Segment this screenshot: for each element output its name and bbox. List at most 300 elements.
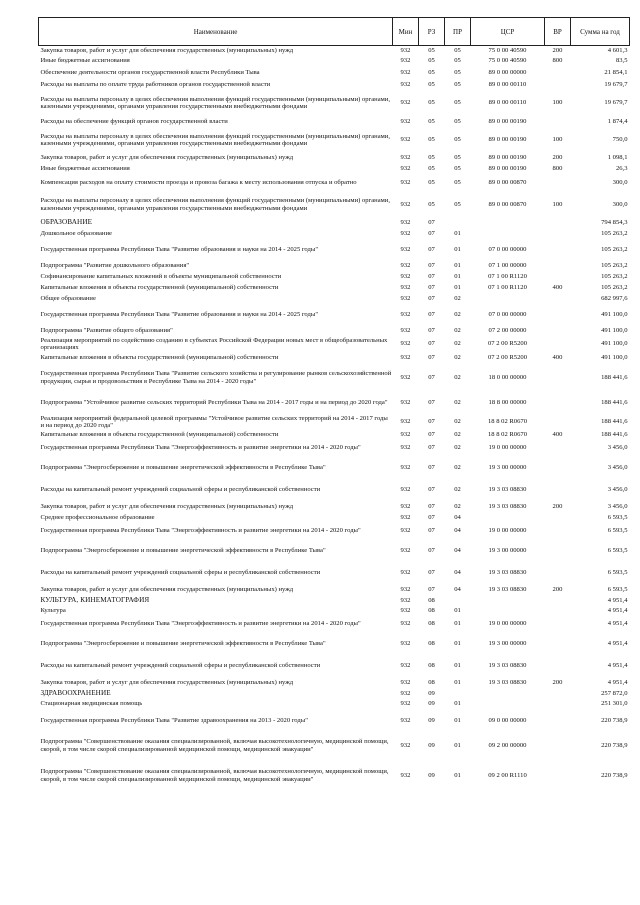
row-csr: 09 0 00 00000: [488, 716, 527, 724]
row-min: 932: [400, 246, 411, 254]
table-row: [39, 633, 630, 655]
row-rz: 05: [428, 179, 435, 187]
row-min: 932: [400, 771, 411, 779]
row-pr: 04: [454, 527, 461, 535]
row-vr: [545, 326, 571, 336]
row-name: Стационарная медицинская помощь: [40, 700, 143, 708]
row-name: Компенсация расходов на оплату стоимости проезда и провоза багажа к месту использования отпуска и обратно: [40, 179, 357, 187]
row-vr: 200: [552, 46, 563, 54]
table-row: [39, 732, 630, 760]
row-pr: 01: [454, 741, 461, 749]
row-pr: 01: [454, 661, 461, 669]
row-rz: 07: [428, 513, 435, 521]
table-row: [39, 305, 630, 326]
row-rz: 08: [428, 639, 435, 647]
row-vr: [545, 261, 571, 271]
row-name: Закупка товаров, работ и услуг для обеспечения государственных (муниципальных) нужд: [40, 585, 294, 593]
row-min: 932: [400, 56, 411, 64]
table-row: [39, 501, 630, 513]
row-name: Подпрограмма "Развитие общего образования": [40, 326, 173, 334]
row-sum: 300,0: [612, 179, 628, 187]
row-min: 932: [400, 678, 411, 686]
row-rz: 07: [428, 568, 435, 576]
row-pr: 05: [454, 200, 461, 208]
row-name: Расходы на выплаты персоналу в целях обеспечения выполнения функций государственными (муниципальными) органами, казенными учреждениями, органами управления государственными внебюджетными фондами: [40, 95, 390, 110]
row-name: Подпрограмма "Энергосбережение и повышение энергетической эффективности в Республике Тыва": [40, 463, 326, 471]
row-name: Закупка товаров, работ и услуг для обеспечения государственных (муниципальных) нужд: [40, 154, 294, 162]
row-sum: 257 872,0: [601, 689, 628, 697]
row-name: Софинансирование капитальных вложений в объекты муниципальной собственности: [40, 272, 282, 280]
row-min: 932: [400, 311, 411, 319]
row-pr: 02: [454, 398, 461, 406]
row-vr: [545, 710, 571, 732]
row-csr: 07 1 00 00000: [488, 261, 527, 269]
row-vr: 200: [552, 678, 563, 686]
row-sum: 491 100,0: [601, 311, 628, 319]
row-min: 932: [400, 373, 411, 381]
row-pr: 02: [454, 326, 461, 334]
row-vr: [545, 540, 571, 562]
row-csr: 19 0 00 00000: [488, 620, 527, 628]
row-csr: 89 0 00 00190: [488, 136, 527, 144]
row-rz: 07: [428, 485, 435, 493]
row-csr: 19 3 03 08830: [488, 568, 527, 576]
table-row: [39, 294, 630, 305]
row-sum: 750,0: [612, 136, 628, 144]
row-min: 932: [400, 99, 411, 107]
row-rz: 09: [428, 700, 435, 708]
budget-table: [38, 17, 630, 792]
row-min: 932: [400, 200, 411, 208]
table-row: [39, 55, 630, 67]
row-sum: 491 100,0: [601, 354, 628, 362]
row-vr: [545, 364, 571, 392]
row-rz: 07: [428, 463, 435, 471]
row-sum: 4 951,4: [607, 620, 628, 628]
row-vr: 400: [552, 354, 563, 362]
row-vr: 100: [552, 99, 563, 107]
row-pr: 01: [454, 261, 461, 269]
row-sum: 6 593,5: [607, 527, 628, 535]
row-vr: [545, 392, 571, 414]
row-vr: [545, 305, 571, 326]
row-pr: 01: [454, 606, 461, 614]
table-row: [39, 228, 630, 240]
row-sum: 105 263,2: [601, 229, 628, 237]
row-csr: 75 0 00 40590: [488, 56, 527, 64]
row-sum: 4 601,3: [607, 46, 628, 54]
row-vr: 800: [552, 56, 563, 64]
row-name: Закупка товаров, работ и услуг для обеспечения государственных (муниципальных) нужд: [40, 678, 294, 686]
row-min: 932: [400, 661, 411, 669]
row-rz: 07: [428, 229, 435, 237]
row-name: Иные бюджетные ассигнования: [40, 56, 130, 64]
table-row: [39, 261, 630, 271]
row-csr: 19 0 00 00000: [488, 527, 527, 535]
row-min: 932: [400, 295, 411, 303]
table-row: [39, 479, 630, 501]
table-row: [39, 240, 630, 261]
row-min: 932: [400, 340, 411, 348]
row-min: 932: [400, 689, 411, 697]
row-name: Расходы на капитальный ремонт учреждений социальной сферы и республиканской собственности: [40, 485, 321, 493]
row-csr: [471, 689, 545, 699]
table-row: [39, 192, 630, 218]
row-name: Расходы на капитальный ремонт учреждений социальной сферы и республиканской собственности: [40, 661, 321, 669]
row-sum: 220 738,9: [601, 741, 628, 749]
row-rz: 09: [428, 716, 435, 724]
row-vr: [545, 271, 571, 283]
row-sum: 19 679,7: [604, 99, 628, 107]
row-pr: 02: [454, 373, 461, 381]
row-rz: 05: [428, 68, 435, 76]
row-min: 932: [400, 431, 411, 439]
row-sum: 19 679,7: [604, 80, 628, 88]
row-name: Государственная программа Республики Тыва "Энергоэффективность и развитие энергетики на 2014 - 2020 годы": [40, 527, 361, 535]
table-row: [39, 710, 630, 732]
row-vr: 400: [552, 431, 563, 439]
row-vr: 200: [552, 502, 563, 510]
row-name: Общее образование: [40, 295, 96, 303]
row-sum: 3 456,0: [607, 502, 628, 510]
row-name: ЗДРАВООХРАНЕНИЕ: [40, 688, 111, 697]
row-sum: 220 738,9: [601, 716, 628, 724]
row-sum: 4 951,4: [607, 606, 628, 614]
row-vr: [545, 596, 571, 606]
row-sum: 21 854,1: [604, 68, 628, 76]
row-pr: 02: [454, 444, 461, 452]
row-rz: 07: [428, 218, 435, 226]
row-pr: 02: [454, 502, 461, 510]
row-name: Реализация мероприятий по содействию созданию в субъектах Российской Федерации новых мест в общеобразовательных организациях: [40, 336, 388, 351]
table-row: [39, 153, 630, 164]
row-rz: 07: [428, 527, 435, 535]
row-min: 932: [400, 154, 411, 162]
row-rz: 08: [428, 678, 435, 686]
row-name: Расходы на выплаты по оплате труда работников органов государственной власти: [40, 80, 271, 88]
row-pr: 01: [454, 716, 461, 724]
row-name: Иные бюджетные ассигнования: [40, 165, 130, 173]
row-pr: 05: [454, 165, 461, 173]
row-min: 932: [400, 639, 411, 647]
row-min: 932: [400, 700, 411, 708]
row-csr: 89 0 00 00190: [488, 154, 527, 162]
row-vr: [545, 294, 571, 305]
row-sum: 491 100,0: [601, 326, 628, 334]
row-csr: 07 2 00 R5200: [487, 340, 527, 348]
row-name: Обеспечение деятельности органов государственной власти Республики Тыва: [40, 68, 260, 76]
row-pr: 05: [454, 117, 461, 125]
row-sum: 682 997,6: [601, 295, 628, 303]
row-csr: [471, 228, 545, 240]
row-rz: 07: [428, 295, 435, 303]
row-csr: 19 3 03 08830: [488, 485, 527, 493]
row-vr: 100: [552, 136, 563, 144]
row-min: 932: [400, 284, 411, 292]
row-vr: [545, 760, 571, 792]
row-min: 932: [400, 326, 411, 334]
row-rz: 09: [428, 689, 435, 697]
row-pr: 02: [454, 431, 461, 439]
row-name: Закупка товаров, работ и услуг для обеспечения государственных (муниципальных) нужд: [40, 502, 294, 510]
row-min: 932: [400, 80, 411, 88]
row-vr: [545, 228, 571, 240]
row-pr: 01: [454, 639, 461, 647]
row-pr: 02: [454, 354, 461, 362]
row-rz: 05: [428, 56, 435, 64]
row-vr: 100: [552, 200, 563, 208]
row-name: Капитальные вложения в объекты государственной (муниципальной) собственности: [40, 431, 279, 439]
header-pr: ПР: [445, 18, 471, 46]
row-min: 932: [400, 620, 411, 628]
row-pr: 05: [454, 136, 461, 144]
header-min: Мин: [393, 18, 419, 46]
row-min: 932: [400, 398, 411, 406]
row-pr: 04: [454, 568, 461, 576]
row-sum: 26,3: [615, 165, 628, 173]
row-rz: 07: [428, 261, 435, 269]
row-sum: 300,0: [612, 200, 628, 208]
row-min: 932: [400, 596, 411, 604]
row-vr: [545, 240, 571, 261]
row-min: 932: [400, 218, 411, 226]
row-vr: 800: [552, 165, 563, 173]
row-name: Расходы на обеспечение функций органов государственной власти: [40, 117, 228, 125]
row-pr: 04: [454, 546, 461, 554]
table-row: [39, 523, 630, 540]
row-min: 932: [400, 513, 411, 521]
table-row: [39, 540, 630, 562]
row-name: Государственная программа Республики Тыва "Развитие здравоохранения на 2013 - 2020 годы": [40, 716, 308, 724]
row-min: 932: [400, 502, 411, 510]
table-body: [39, 46, 630, 792]
row-sum: 105 263,2: [601, 246, 628, 254]
row-rz: 07: [428, 373, 435, 381]
table-row: [39, 431, 630, 440]
table-row: [39, 760, 630, 792]
row-rz: 09: [428, 741, 435, 749]
row-pr: 05: [454, 46, 461, 54]
row-csr: 07 2 00 00000: [488, 326, 527, 334]
table-row: [39, 67, 630, 79]
row-rz: 07: [428, 444, 435, 452]
row-pr: 05: [454, 56, 461, 64]
row-csr: 89 0 00 00870: [488, 179, 527, 187]
table-row: [39, 353, 630, 364]
row-name: Государственная программа Республики Тыва "Энергоэффективность и развитие энергетики на 2014 - 2020 годы": [40, 620, 361, 628]
table-row: [39, 283, 630, 294]
header-csr: ЦСР: [471, 18, 545, 46]
table-row: [39, 79, 630, 91]
row-name: Подпрограмма "Совершенствование оказания специализированной, включая высокотехнологичную, медицинской помощи, скорой, в том числе скорой специализированной медицинской помощи, медицинской эвакуации": [40, 738, 389, 753]
row-csr: 19 3 00 00000: [488, 639, 527, 647]
row-sum: 6 593,5: [607, 568, 628, 576]
row-rz: 08: [428, 661, 435, 669]
row-name: Государственная программа Республики Тыва "Энергоэффективность и развитие энергетики на 2014 - 2020 годы": [40, 444, 361, 452]
row-min: 932: [400, 261, 411, 269]
table-row: [39, 128, 630, 153]
row-name: Подпрограмма "Развитие дошкольного образования": [40, 261, 190, 269]
table-row: [39, 457, 630, 479]
row-pr: 05: [454, 99, 461, 107]
row-csr: [471, 596, 545, 606]
row-sum: 251 301,0: [601, 700, 628, 708]
row-pr: [445, 218, 471, 228]
row-vr: [545, 79, 571, 91]
table-row: [39, 596, 630, 606]
row-csr: 07 0 00 00000: [488, 246, 527, 254]
row-name: Расходы на капитальный ремонт учреждений социальной сферы и республиканской собственности: [40, 568, 321, 576]
row-rz: 05: [428, 99, 435, 107]
row-sum: 6 593,5: [607, 585, 628, 593]
row-sum: 220 738,9: [601, 771, 628, 779]
row-vr: [545, 218, 571, 228]
row-rz: 07: [428, 246, 435, 254]
row-csr: 07 0 00 00000: [488, 311, 527, 319]
table-row: [39, 164, 630, 175]
row-name: Закупка товаров, работ и услуг для обеспечения государственных (муниципальных) нужд: [40, 46, 294, 54]
table-row: [39, 175, 630, 192]
row-sum: 491 100,0: [601, 340, 628, 348]
row-name: Подпрограмма "Совершенствование оказания специализированной, включая высокотехнологичную, медицинской помощи, скорой, в том числе скорой специализированной медицинской помощи, медицинской эвакуации": [40, 768, 389, 783]
row-csr: 19 3 03 08830: [488, 661, 527, 669]
row-csr: [471, 294, 545, 305]
row-csr: 19 3 00 00000: [488, 546, 527, 554]
row-rz: 07: [428, 546, 435, 554]
row-vr: [545, 689, 571, 699]
row-rz: 07: [428, 284, 435, 292]
row-csr: 89 0 00 00110: [488, 99, 527, 107]
row-pr: 02: [454, 340, 461, 348]
row-min: 932: [400, 485, 411, 493]
row-vr: [545, 606, 571, 616]
row-csr: 19 3 00 00000: [488, 463, 527, 471]
row-sum: 105 263,2: [601, 272, 628, 280]
row-min: 932: [400, 229, 411, 237]
table-row: [39, 271, 630, 283]
header-sum: Сумма на год: [571, 18, 630, 46]
row-rz: 05: [428, 154, 435, 162]
row-sum: 1 098,1: [607, 154, 628, 162]
row-rz: 08: [428, 606, 435, 614]
row-min: 932: [400, 272, 411, 280]
row-rz: 07: [428, 418, 435, 426]
row-vr: 200: [552, 585, 563, 593]
row-csr: 19 3 03 08830: [488, 502, 527, 510]
row-name: Подпрограмма "Энергосбережение и повышение энергетической эффективности в Республике Тыва": [40, 546, 326, 554]
row-min: 932: [400, 444, 411, 452]
row-sum: 188 441,6: [601, 418, 628, 426]
row-sum: 1 874,4: [607, 117, 628, 125]
row-csr: 18 8 02 R0670: [487, 418, 527, 426]
row-vr: [545, 523, 571, 540]
row-vr: [545, 116, 571, 128]
row-pr: 04: [454, 513, 461, 521]
table-row: [39, 562, 630, 584]
row-rz: 05: [428, 117, 435, 125]
table-header-row: [39, 18, 630, 46]
row-rz: 09: [428, 771, 435, 779]
row-rz: 07: [428, 326, 435, 334]
row-vr: [545, 699, 571, 710]
row-sum: 3 456,0: [607, 463, 628, 471]
row-pr: 02: [454, 295, 461, 303]
row-sum: 188 441,6: [601, 373, 628, 381]
row-csr: 18 8 00 00000: [488, 398, 527, 406]
table-row: [39, 218, 630, 228]
row-min: 932: [400, 418, 411, 426]
row-vr: 200: [552, 154, 563, 162]
row-name: Капитальные вложения в объекты государственной (муниципальной) собственности: [40, 284, 279, 292]
row-name: КУЛЬТУРА, КИНЕМАТОГРАФИЯ: [40, 595, 150, 604]
row-pr: 04: [454, 585, 461, 593]
row-name: Культура: [40, 606, 66, 614]
table-row: [39, 414, 630, 431]
row-sum: 83,5: [615, 56, 628, 64]
row-vr: [545, 616, 571, 633]
row-min: 932: [400, 68, 411, 76]
row-vr: [545, 457, 571, 479]
row-name: Расходы на выплаты персоналу в целях обеспечения выполнения функций государственными (муниципальными) органами, казенными учреждениями, органами управления государственными внебюджетными фондами: [40, 197, 390, 212]
row-csr: 89 0 00 00190: [488, 117, 527, 125]
row-name: Государственная программа Республики Тыва "Развитие сельского хозяйства и регулирование рынков сельскохозяйственной продукции, сырья и продовольствия в Республике Тыва на 2014 - 2020 годы": [40, 370, 392, 385]
row-rz: 07: [428, 502, 435, 510]
row-pr: 01: [454, 284, 461, 292]
row-min: 932: [400, 527, 411, 535]
row-pr: 05: [454, 68, 461, 76]
row-pr: 05: [454, 179, 461, 187]
row-name: Среднее профессиональное образование: [40, 513, 155, 521]
row-sum: 105 263,2: [601, 284, 628, 292]
table-row: [39, 616, 630, 633]
row-pr: [445, 596, 471, 606]
header-name: Наименование: [39, 18, 393, 46]
row-min: 932: [400, 136, 411, 144]
row-rz: 05: [428, 136, 435, 144]
row-pr: 01: [454, 229, 461, 237]
row-name: Реализация мероприятий федеральной целевой программы "Устойчивое развитие сельских территорий на 2014 - 2017 годы и на период до 2020 года": [40, 414, 388, 429]
row-pr: 01: [454, 620, 461, 628]
row-rz: 07: [428, 585, 435, 593]
row-rz: 05: [428, 80, 435, 88]
row-vr: [545, 414, 571, 431]
row-min: 932: [400, 179, 411, 187]
row-pr: 02: [454, 463, 461, 471]
row-name: Расходы на выплаты персоналу в целях обеспечения выполнения функций государственными (муниципальными) органами, казенными учреждениями, органами управления государственными внебюджетными фондами: [40, 132, 390, 147]
row-vr: [545, 513, 571, 523]
table-row: [39, 655, 630, 677]
row-csr: 09 2 00 R1110: [488, 771, 527, 779]
row-csr: 89 0 00 00870: [488, 200, 527, 208]
row-rz: 05: [428, 200, 435, 208]
row-pr: 01: [454, 246, 461, 254]
table-row: [39, 46, 630, 55]
row-pr: 05: [454, 80, 461, 88]
row-rz: 07: [428, 354, 435, 362]
row-min: 932: [400, 354, 411, 362]
row-name: ОБРАЗОВАНИЕ: [40, 217, 93, 226]
row-rz: 07: [428, 340, 435, 348]
row-min: 932: [400, 463, 411, 471]
row-min: 932: [400, 117, 411, 125]
row-rz: 07: [428, 431, 435, 439]
table-row: [39, 689, 630, 699]
row-vr: [545, 67, 571, 79]
row-sum: 4 951,4: [607, 639, 628, 647]
row-vr: [545, 440, 571, 457]
table-row: [39, 513, 630, 523]
row-csr: 07 2 00 R5200: [487, 354, 527, 362]
